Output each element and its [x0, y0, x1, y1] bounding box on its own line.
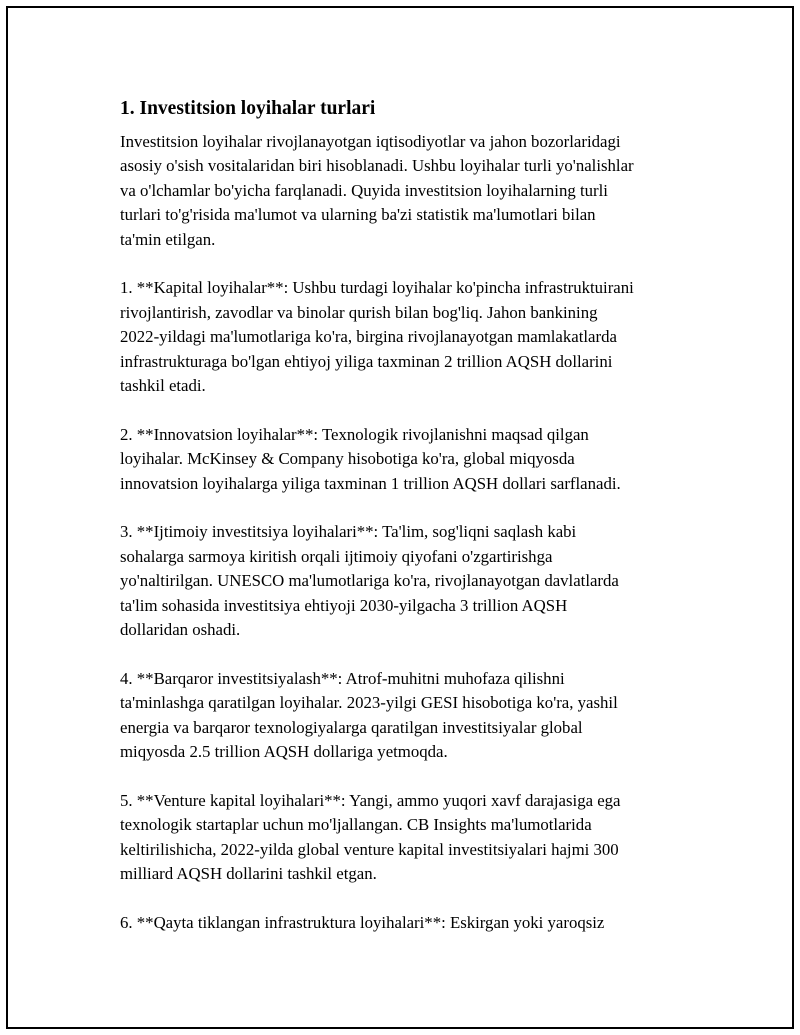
- text-line: rivojlantirish, zavodlar va binolar qurish bilan bog'liq. Jahon bankining: [120, 302, 598, 322]
- text-line: yo'naltirilgan. UNESCO ma'lumotlariga ko'ra, rivojlanayotgan davlatlarda: [120, 571, 619, 591]
- text-line: milliard AQSH dollarini tashkil etgan.: [120, 864, 377, 884]
- text-line: 2022-yildagi ma'lumotlariga ko'ra, birgina rivojlanayotgan mamlakatlarda: [120, 327, 617, 347]
- paragraph: [120, 520, 700, 642]
- text-line: 3. **Ijtimoiy investitsiya loyihalari**: Ta'lim, sog'liqni saqlash kabi: [120, 522, 577, 542]
- paragraph-gap: [120, 252, 700, 276]
- paragraph: [120, 789, 700, 887]
- text-line: loyihalar. McKinsey & Company hisobotiga ko'ra, global miqyosda: [120, 449, 575, 469]
- text-line: 2. **Innovatsion loyihalar**: Texnologik rivojlanishni maqsad qilgan: [120, 424, 589, 444]
- paragraph: [120, 911, 700, 935]
- text-line: asosiy o'sish vositalaridan biri hisoblanadi. Ushbu loyihalar turli yo'nalishlar: [120, 156, 634, 176]
- text-line: 5. **Venture kapital loyihalari**: Yangi, ammo yuqori xavf darajasiga ega: [120, 790, 621, 810]
- page-frame: [6, 6, 794, 1029]
- paragraph-gap: [120, 765, 700, 789]
- paragraph-gap: [120, 887, 700, 911]
- text-line: energia va barqaror texnologiyalarga qaratilgan investitsiyalar global: [120, 717, 583, 737]
- text-line: keltirilishicha, 2022-yilda global venture kapital investitsiyalari hajmi 300: [120, 839, 619, 859]
- text-line: ta'min etilgan.: [120, 229, 216, 249]
- text-line: va o'lchamlar bo'yicha farqlanadi. Quyida investitsion loyihalarning turli: [120, 180, 608, 200]
- paragraph-gap: [120, 398, 700, 422]
- text-line: texnologik startaplar uchun mo'ljallangan. CB Insights ma'lumotlarida: [120, 815, 592, 835]
- text-line: turlari to'g'risida ma'lumot va ularning ba'zi statistik ma'lumotlari bilan: [120, 205, 596, 225]
- paragraph-gap: [120, 642, 700, 666]
- text-line: 1. **Kapital loyihalar**: Ushbu turdagi loyihalar ko'pincha infrastruktuirani: [120, 278, 634, 298]
- paragraph: [120, 276, 700, 398]
- text-line: ta'minlashga qaratilgan loyihalar. 2023-yilgi GESI hisobotiga ko'ra, yashil: [120, 693, 618, 713]
- text-line: innovatsion loyihalarga yiliga taxminan 1 trillion AQSH dollari sarflanadi.: [120, 473, 621, 493]
- page-title: 1. Investitsion loyihalar turlari: [120, 98, 376, 119]
- paragraph: [120, 130, 700, 252]
- text-line: 4. **Barqaror investitsiyalash**: Atrof-muhitni muhofaza qilishni: [120, 668, 565, 688]
- text-line: infrastrukturaga bo'lgan ehtiyoj yiliga taxminan 2 trillion AQSH dollarini: [120, 351, 613, 371]
- paragraph: [120, 667, 700, 765]
- paragraph-list: [120, 130, 700, 935]
- paragraph-gap: [120, 496, 700, 520]
- text-line: ta'lim sohasida investitsiya ehtiyoji 2030-yilgacha 3 trillion AQSH: [120, 595, 568, 615]
- text-line: dollaridan oshadi.: [120, 620, 241, 640]
- document-body: [120, 96, 700, 935]
- text-line: Investitsion loyihalar rivojlanayotgan iqtisodiyotlar va jahon bozorlaridagi: [120, 132, 621, 151]
- text-line: miqyosda 2.5 trillion AQSH dollariga yetmoqda.: [120, 742, 448, 762]
- text-line: 6. **Qayta tiklangan infrastruktura loyihalari**: Eskirgan yoki yaroqsiz: [120, 912, 605, 932]
- text-line: sohalarga sarmoya kiritish orqali ijtimoiy qiyofani o'zgartirishga: [120, 546, 553, 566]
- text-line: tashkil etadi.: [120, 376, 206, 396]
- paragraph: [120, 423, 700, 496]
